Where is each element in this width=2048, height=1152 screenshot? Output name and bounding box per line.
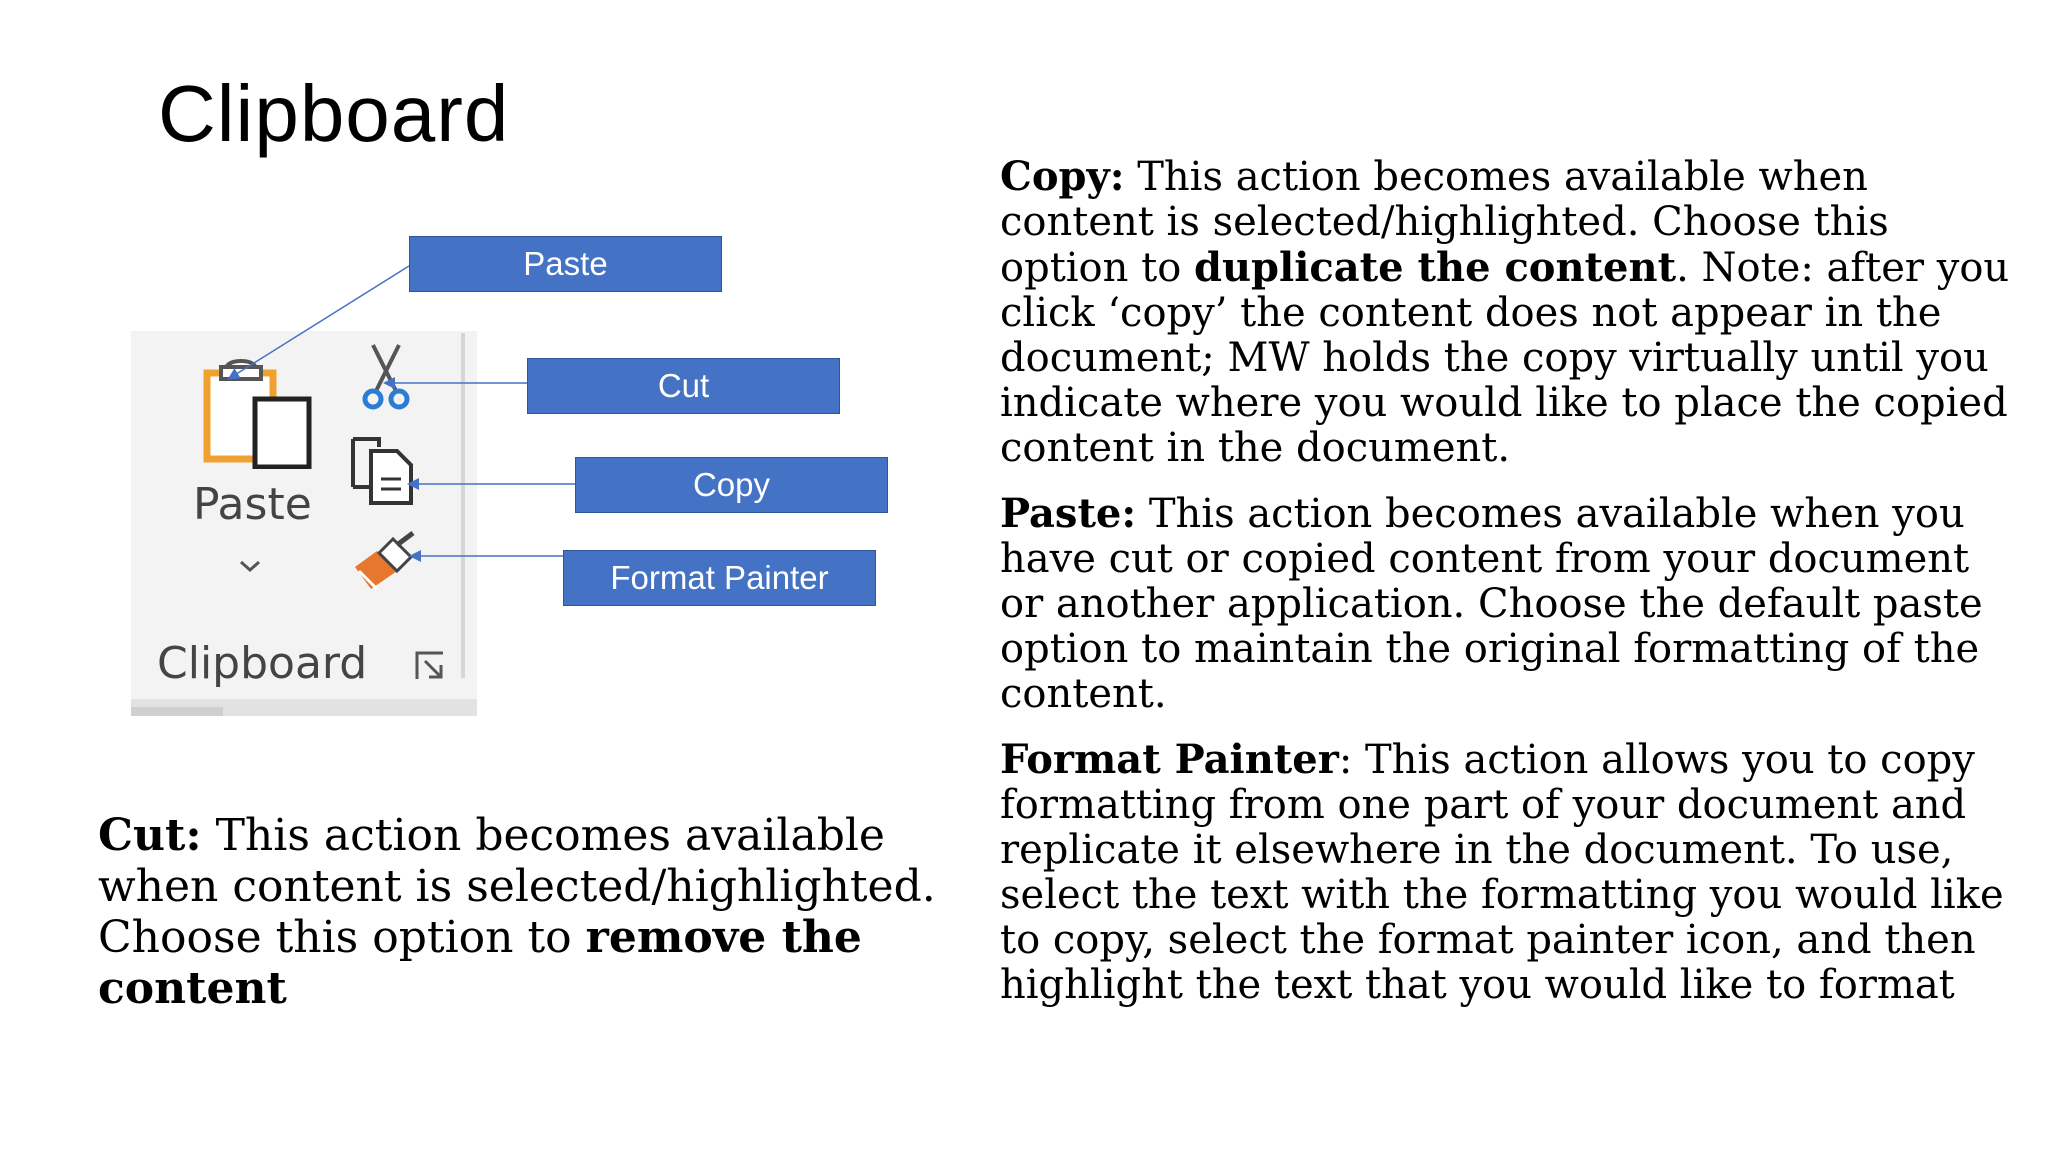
ribbon-group-label: Clipboard xyxy=(157,638,368,689)
paste-term: Paste: xyxy=(1000,490,1137,537)
paste-text: This action becomes available when you have cut or copied content from your document or another application. Choose the default paste option to maintain the original formatting of the content. xyxy=(1000,491,1983,717)
right-column-descriptions xyxy=(1000,154,2010,1028)
cut-term: Cut: xyxy=(98,810,202,861)
ribbon-paste-label[interactable]: Paste xyxy=(193,479,312,530)
copy-term: Copy: xyxy=(1000,153,1125,200)
callout-format-painter: Format Painter xyxy=(563,550,876,606)
copy-text-1: This action becomes available when content is selected/highlighted. Choose this option to xyxy=(1000,154,1889,291)
copy-description xyxy=(1000,154,2010,471)
callout-cut: Cut xyxy=(527,358,840,414)
cut-bold: remove the content xyxy=(98,912,862,1014)
format-painter-description xyxy=(1000,737,2010,1008)
copy-text-2: . Note: after you click ‘copy’ the content does not appear in the document; MW holds the copy virtually until you indicate where you would like to place the copied content in the document. xyxy=(1000,245,2010,471)
slide-title: Clipboard xyxy=(158,69,510,158)
paste-description xyxy=(1000,491,2010,717)
cut-description xyxy=(98,810,978,1014)
format-painter-term: Format Painter xyxy=(1000,736,1339,783)
callout-copy: Copy xyxy=(575,457,888,513)
callout-paste: Paste xyxy=(409,236,722,292)
cut-text: This action becomes available when content is selected/highlighted. Choose this option to xyxy=(98,810,936,963)
format-painter-text: : This action allows you to copy formatting from one part of your document and replicate it elsewhere in the document. To use, select the text with the formatting you would like to copy, select the format painter icon, and then highlight the text that you would like to format xyxy=(1000,737,2004,1008)
copy-bold: duplicate the content xyxy=(1193,244,1677,291)
